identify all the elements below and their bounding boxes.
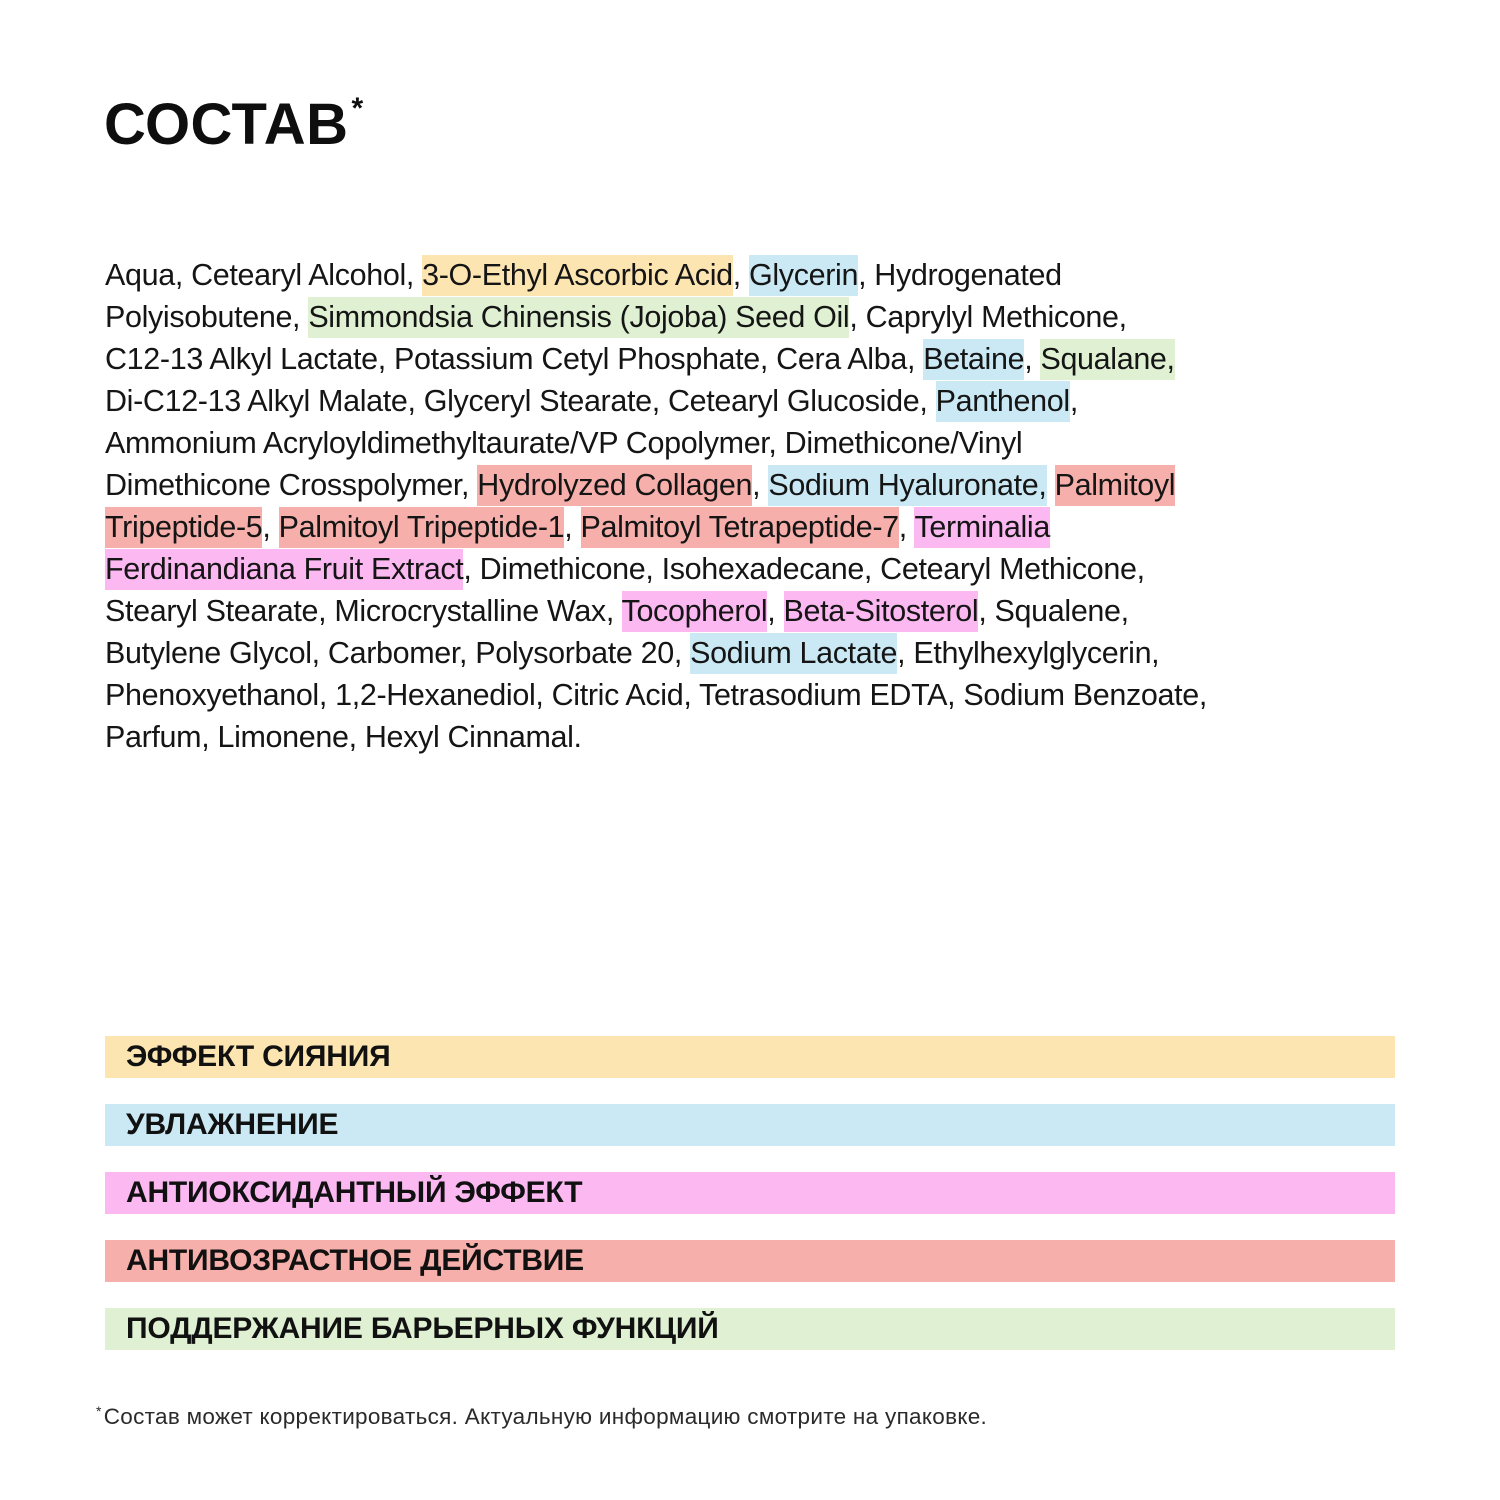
- ingredient-list: [105, 254, 1435, 758]
- footnote-asterisk: *: [96, 1403, 102, 1419]
- ingredient-text: , Caprylyl Methicone,: [849, 300, 1127, 334]
- highlighted-ingredient-moisture: Betaine: [923, 339, 1024, 380]
- legend-item-moisture: [105, 1104, 1395, 1146]
- ingredient-line: [105, 716, 1435, 758]
- ingredient-text: , Dimethicone, Isohexadecane, Cetearyl Methicone,: [463, 552, 1145, 586]
- title-asterisk: *: [351, 92, 364, 125]
- highlighted-ingredient-moisture: Glycerin: [749, 255, 858, 296]
- footnote-text: Состав может корректироваться. Актуальную информацию смотрите на упаковке.: [103, 1404, 988, 1429]
- highlighted-ingredient-barrier: Simmondsia Chinensis (Jojoba) Seed Oil: [308, 297, 849, 338]
- ingredient-text: Phenoxyethanol, 1,2-Hexanediol, Citric Acid, Tetrasodium EDTA, Sodium Benzoate,: [105, 678, 1208, 712]
- highlighted-ingredient-moisture: Sodium Hyaluronate,: [768, 465, 1046, 506]
- ingredient-text: ,: [1069, 384, 1078, 418]
- ingredient-text: , Hydrogenated: [858, 258, 1062, 292]
- legend-label: УВЛАЖНЕНИЕ: [126, 1108, 339, 1141]
- legend-item-barrier: [105, 1308, 1395, 1350]
- legend-item-radiance: [105, 1036, 1395, 1078]
- ingredient-text: ,: [262, 510, 279, 544]
- legend-label: ЭФФЕКТ СИЯНИЯ: [126, 1040, 391, 1073]
- ingredient-text: ,: [767, 594, 784, 628]
- ingredient-text: C12-13 Alkyl Lactate, Potassium Cetyl Phosphate, Cera Alba,: [105, 342, 924, 376]
- highlighted-ingredient-antiage: Hydrolyzed Collagen: [477, 465, 752, 506]
- ingredient-text: Stearyl Stearate, Microcrystalline Wax,: [105, 594, 622, 628]
- legend-label: ПОДДЕРЖАНИЕ БАРЬЕРНЫХ ФУНКЦИЙ: [126, 1312, 719, 1345]
- highlighted-ingredient-antiox: Tocopherol: [622, 591, 768, 632]
- ingredient-line: [105, 338, 1435, 380]
- highlighted-ingredient-antiage: Palmitoyl: [1055, 465, 1176, 506]
- legend-item-antioxidant: [105, 1172, 1395, 1214]
- ingredient-text: Ammonium Acryloyldimethyltaurate/VP Copolymer, Dimethicone/Vinyl: [105, 426, 1023, 460]
- ingredient-line: [105, 254, 1435, 296]
- ingredient-line: [105, 506, 1435, 548]
- highlighted-ingredient-antiox: Ferdinandiana Fruit Extract: [105, 549, 463, 590]
- ingredient-line: [105, 548, 1435, 590]
- ingredient-text: ,: [1024, 342, 1041, 376]
- ingredient-text: Polyisobutene,: [105, 300, 309, 334]
- legend-label: АНТИВОЗРАСТНОЕ ДЕЙСТВИЕ: [126, 1244, 584, 1277]
- ingredient-line: [105, 296, 1435, 338]
- ingredient-text: Aqua, Cetearyl Alcohol,: [105, 258, 423, 292]
- ingredient-line: [105, 464, 1435, 506]
- highlighted-ingredient-antiox: Beta-Sitosterol: [784, 591, 979, 632]
- ingredient-text: , Squalene,: [978, 594, 1129, 628]
- ingredient-line: [105, 380, 1435, 422]
- highlighted-ingredient-barrier: Squalane,: [1040, 339, 1174, 380]
- ingredient-text: Butylene Glycol, Carbomer, Polysorbate 20,: [105, 636, 691, 670]
- highlighted-ingredient-antiage: Palmitoyl Tetrapeptide-7: [581, 507, 899, 548]
- highlighted-ingredient-moisture: Sodium Lactate: [690, 633, 897, 674]
- highlighted-ingredient-antiage: Palmitoyl Tripeptide-1: [279, 507, 565, 548]
- ingredient-line: [105, 674, 1435, 716]
- ingredient-line: [105, 632, 1435, 674]
- highlighted-ingredient-radiance: 3-O-Ethyl Ascorbic Acid: [422, 255, 733, 296]
- ingredient-text: Parfum, Limonene, Hexyl Cinnamal.: [105, 720, 582, 754]
- ingredient-text: Dimethicone Crosspolymer,: [105, 468, 478, 502]
- highlighted-ingredient-moisture: Panthenol: [936, 381, 1070, 422]
- ingredient-text: ,: [732, 258, 749, 292]
- legend: [105, 1036, 1395, 1376]
- page-title-text: СОСТАВ: [104, 92, 349, 157]
- ingredient-text: ,: [564, 510, 581, 544]
- ingredient-text: ,: [752, 468, 769, 502]
- highlighted-ingredient-antiox: Terminalia: [914, 507, 1050, 548]
- ingredient-text: ,: [898, 510, 915, 544]
- legend-label: АНТИОКСИДАНТНЫЙ ЭФФЕКТ: [126, 1176, 583, 1209]
- ingredient-line: [105, 422, 1435, 464]
- ingredient-text: [1047, 468, 1055, 502]
- ingredient-text: , Ethylhexylglycerin,: [897, 636, 1160, 670]
- ingredient-line: [105, 590, 1435, 632]
- page-title: [104, 92, 364, 168]
- ingredient-text: Di-C12-13 Alkyl Malate, Glyceryl Stearate, Cetearyl Glucoside,: [105, 384, 936, 418]
- highlighted-ingredient-antiage: Tripeptide-5: [105, 507, 262, 548]
- footnote: [96, 1404, 987, 1430]
- legend-item-anti-age: [105, 1240, 1395, 1282]
